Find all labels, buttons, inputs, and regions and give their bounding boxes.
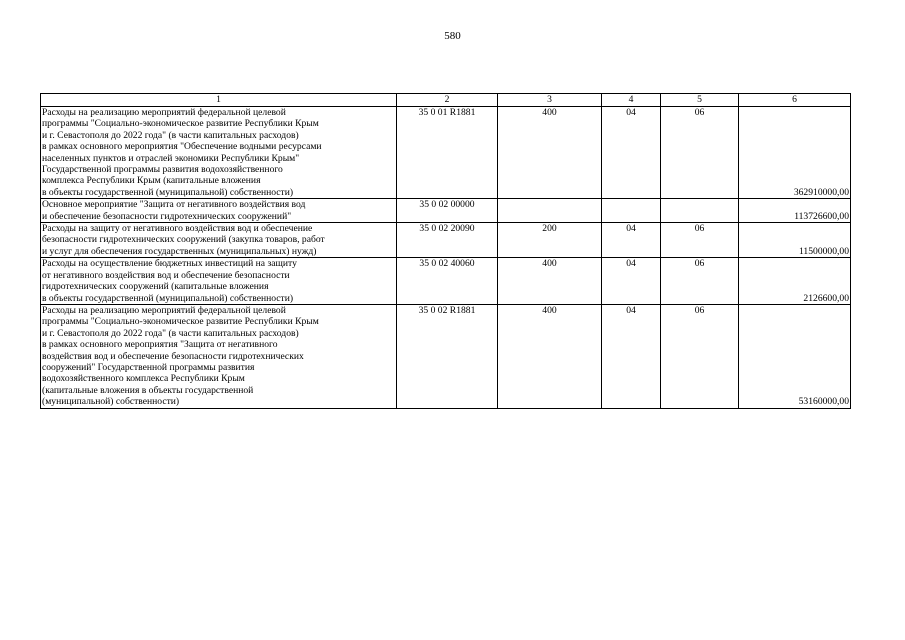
amount: 113726600,00 [739, 199, 851, 223]
expense-type-code: 400 [498, 304, 602, 408]
amount: 11500000,00 [739, 223, 851, 258]
table-row [41, 258, 851, 305]
expense-type-code: 200 [498, 223, 602, 258]
section-code: 04 [602, 107, 661, 199]
table-row [41, 304, 851, 408]
expense-name: Расходы на осуществление бюджетных инвестиций на защиту от негативного воздействия вод и обеспечение безопасности гидротехнических сооружений (капитальные вложения в объекты государственной (муниципальной) собственности) [41, 258, 397, 305]
expense-name: Расходы на реализацию мероприятий федеральной целевой программы "Социально-экономическое развитие Республики Крым и г. Севастополя до 2022 года" (в части капитальных расходов) в рамках основного мероприятия "Обеспечение водными ресурсами населенных пунктов и отраслей экономики Республики Крым" Государственной программы развития водохозяйственного комплекса Республики Крым (капитальные вложения в объекты государственной (муниципальной) собственности) [41, 107, 397, 199]
target-article-code: 35 0 02 40060 [397, 258, 498, 305]
subsection-code [661, 199, 739, 223]
subsection-code: 06 [661, 223, 739, 258]
column-header: 4 [602, 94, 661, 107]
amount: 53160000,00 [739, 304, 851, 408]
amount: 2126600,00 [739, 258, 851, 305]
expense-name: Расходы на защиту от негативного воздействия вод и обеспечение безопасности гидротехнических сооружений (закупка товаров, работ и услуг для обеспечения государственных (муниципальных) нужд) [41, 223, 397, 258]
table-header-row [41, 94, 851, 107]
subsection-code: 06 [661, 258, 739, 305]
column-header: 2 [397, 94, 498, 107]
column-header: 6 [739, 94, 851, 107]
expense-name: Расходы на реализацию мероприятий федеральной целевой программы "Социально-экономическое развитие Республики Крым и г. Севастополя до 2022 года" (в части капитальных расходов) в рамках основного мероприятия "Защита от негативного воздействия вод и обеспечение безопасности гидротехнических сооружений" Государственной программы развития водохозяйственного комплекса Республики Крым (капитальные вложения в объекты государственной (муниципальной) собственности) [41, 304, 397, 408]
target-article-code: 35 0 02 R1881 [397, 304, 498, 408]
section-code [602, 199, 661, 223]
amount: 362910000,00 [739, 107, 851, 199]
column-header: 5 [661, 94, 739, 107]
page-number: 580 [444, 30, 461, 42]
budget-table [40, 93, 851, 409]
table-row [41, 199, 851, 223]
subsection-code: 06 [661, 304, 739, 408]
expense-type-code: 400 [498, 258, 602, 305]
section-code: 04 [602, 223, 661, 258]
table-row [41, 223, 851, 258]
expense-type-code: 400 [498, 107, 602, 199]
target-article-code: 35 0 02 20090 [397, 223, 498, 258]
expense-name: Основное мероприятие "Защита от негативного воздействия вод и обеспечение безопасности гидротехнических сооружений" [41, 199, 397, 223]
section-code: 04 [602, 304, 661, 408]
subsection-code: 06 [661, 107, 739, 199]
column-header: 1 [41, 94, 397, 107]
target-article-code: 35 0 01 R1881 [397, 107, 498, 199]
expense-type-code [498, 199, 602, 223]
target-article-code: 35 0 02 00000 [397, 199, 498, 223]
table-row [41, 107, 851, 199]
column-header: 3 [498, 94, 602, 107]
section-code: 04 [602, 258, 661, 305]
